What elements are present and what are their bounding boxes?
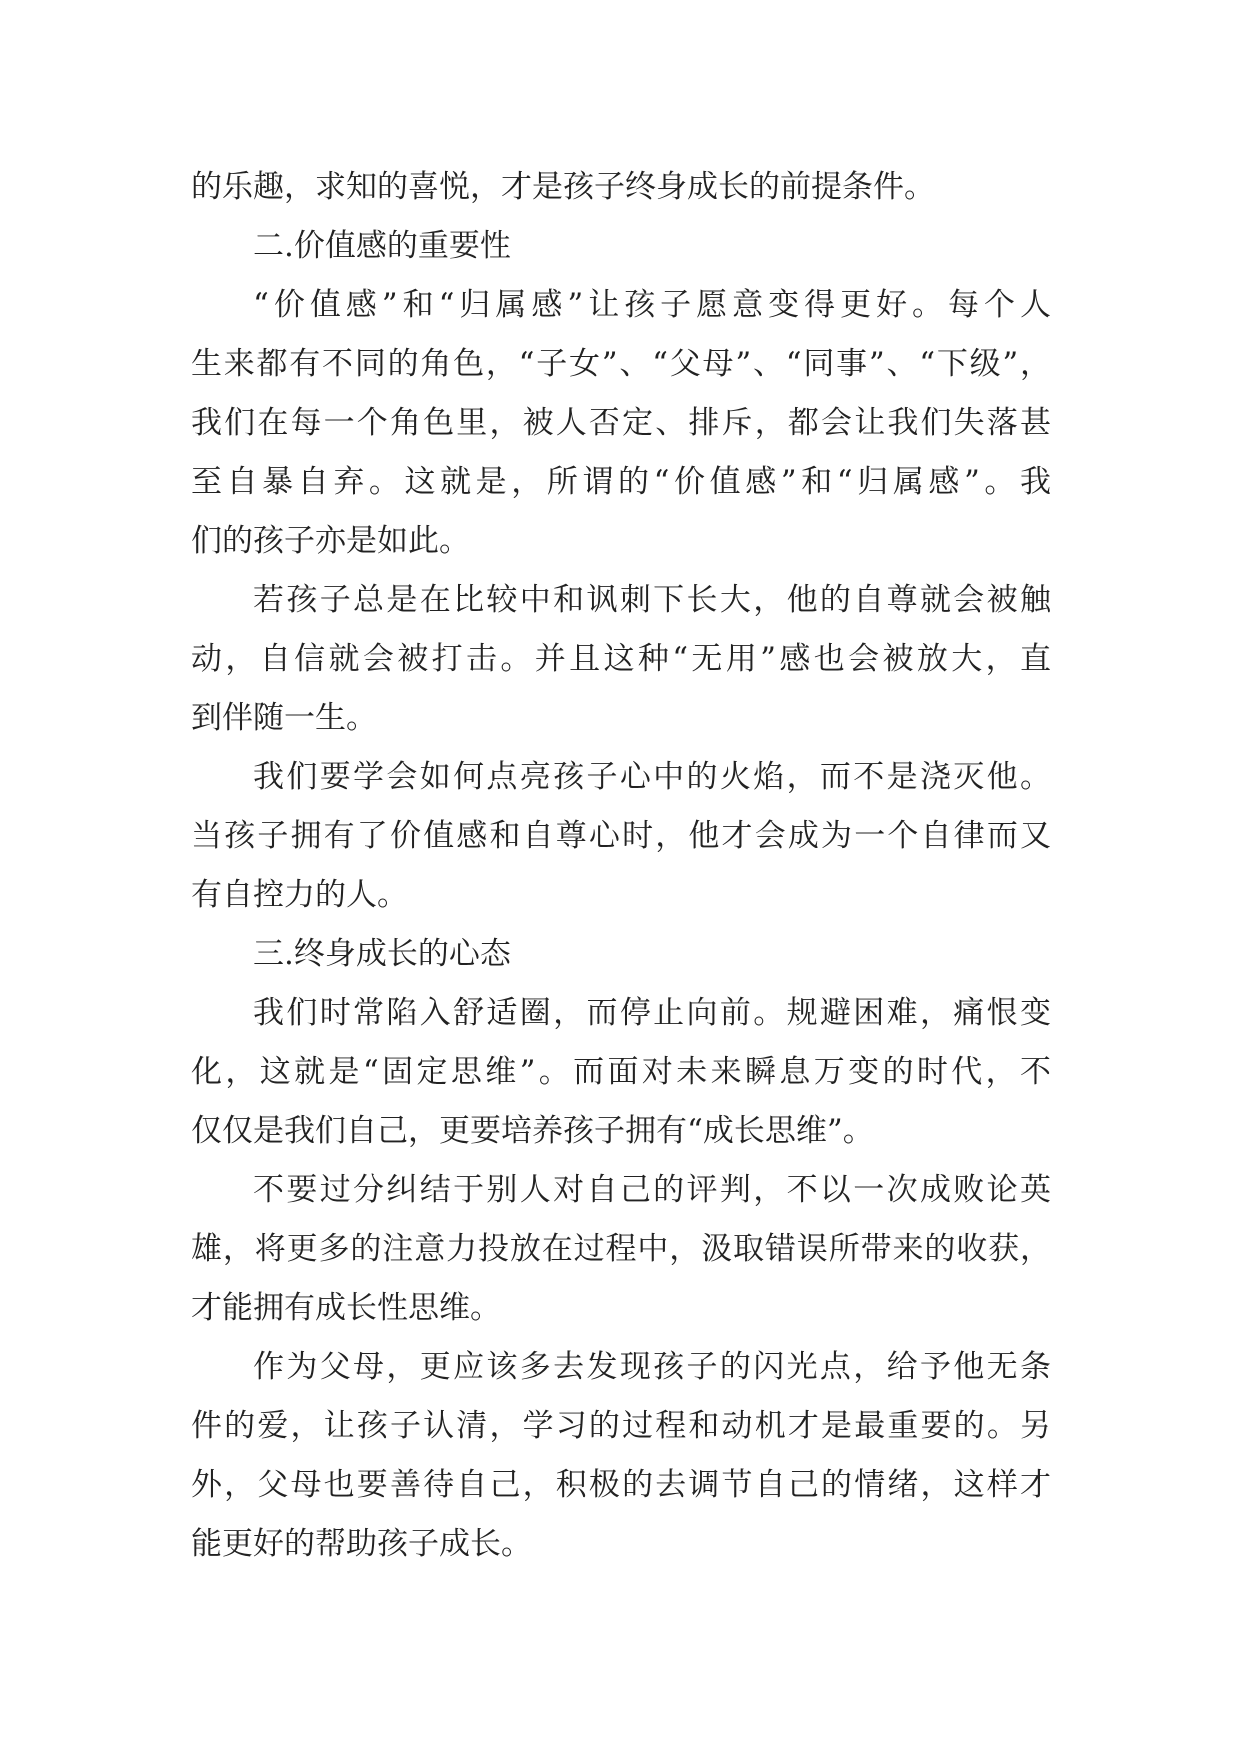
- text-line: 化，这就是“固定思维”。而面对未来瞬息万变的时代，不: [191, 1054, 1051, 1090]
- text-line: 若孩子总是在比较中和讽刺下长大，他的自尊就会被触: [253, 582, 1051, 618]
- text-line: 我们在每一个角色里，被人否定、排斥，都会让我们失落甚: [191, 405, 1051, 441]
- text-line: 能更好的帮助孩子成长。: [191, 1526, 532, 1562]
- paragraph: [191, 1338, 1051, 1574]
- text-line: 雄，将更多的注意力投放在过程中，汲取错误所带来的收获，: [191, 1231, 1051, 1267]
- paragraph: [191, 1161, 1051, 1338]
- heading-text: 三.终身成长的心态: [253, 936, 511, 972]
- text-line: 动，自信就会被打击。并且这种“无用”感也会被放大，直: [191, 641, 1051, 677]
- text-line: 不要过分纠结于别人对自己的评判，不以一次成败论英: [253, 1172, 1051, 1208]
- section-heading: [191, 217, 1051, 276]
- paragraph: [191, 748, 1051, 925]
- document-body: [191, 158, 1051, 1574]
- text-line: “价值感”和“归属感”让孩子愿意变得更好。每个人: [253, 287, 1051, 323]
- text-line: 的乐趣，求知的喜悦，才是孩子终身成长的前提条件。: [191, 169, 935, 205]
- paragraph: [191, 571, 1051, 748]
- text-line: 才能拥有成长性思维。: [191, 1290, 501, 1326]
- text-line: 仅仅是我们自己，更要培养孩子拥有“成长思维”。: [191, 1113, 874, 1149]
- text-line: 有自控力的人。: [191, 877, 408, 913]
- heading-text: 二.价值感的重要性: [253, 228, 511, 264]
- text-line: 当孩子拥有了价值感和自尊心时，他才会成为一个自律而又: [191, 818, 1051, 854]
- text-line: 到伴随一生。: [191, 700, 377, 736]
- paragraph: [191, 158, 1051, 217]
- text-line: 外，父母也要善待自己，积极的去调节自己的情绪，这样才: [191, 1467, 1051, 1503]
- paragraph: [191, 984, 1051, 1161]
- section-heading: [191, 925, 1051, 984]
- text-line: 们的孩子亦是如此。: [191, 523, 470, 559]
- text-line: 至自暴自弃。这就是，所谓的“价值感”和“归属感”。我: [191, 464, 1051, 500]
- text-line: 件的爱，让孩子认清，学习的过程和动机才是最重要的。另: [191, 1408, 1051, 1444]
- text-line: 我们时常陷入舒适圈，而停止向前。规避困难，痛恨变: [253, 995, 1051, 1031]
- text-line: 我们要学会如何点亮孩子心中的火焰，而不是浇灭他。: [253, 759, 1051, 795]
- text-line: 作为父母，更应该多去发现孩子的闪光点，给予他无条: [253, 1349, 1051, 1385]
- paragraph: [191, 276, 1051, 571]
- text-line: 生来都有不同的角色，“子女”、“父母”、“同事”、“下级”，: [191, 346, 1051, 382]
